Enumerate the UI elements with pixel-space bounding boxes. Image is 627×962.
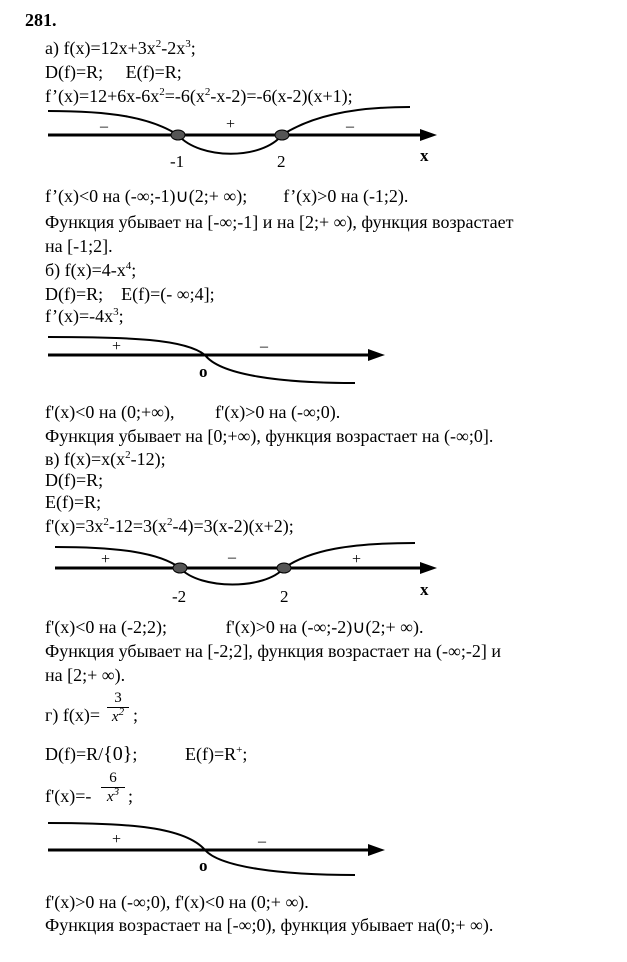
part-d-frac-den-exp: 2 [118, 706, 125, 718]
part-b-sign-2: – [260, 338, 268, 355]
part-d-deriv-label: f'(x)=- [45, 786, 92, 806]
part-a-axis-arrow [420, 129, 437, 141]
part-d-range [185, 744, 247, 764]
part-a-neg-interval: f’(x)<0 на (-∞;-1)∪(2;+ ∞); [45, 186, 248, 206]
part-b-curve-left [48, 337, 205, 355]
part-d-domain-end: ; [132, 744, 138, 764]
part-d-deriv-denominator [101, 786, 125, 805]
part-b-conclusion: Функция убывает на [0;+∞), функция возрастает на (-∞;0]. [45, 426, 494, 446]
part-d-origin-label: o [199, 856, 208, 875]
part-b-func-end: ; [131, 260, 137, 280]
part-a-conclusion-1: Функция убывает на [-∞;-1] и на [2;+ ∞), функция возрастает [45, 212, 514, 232]
part-b-curve-right [205, 355, 355, 383]
part-c-conclusion-1: Функция убывает на [-2;2], функция возрастает на (-∞;-2] и [45, 641, 501, 661]
part-d-conclusion: Функция возрастает на [-∞;0), функция убывает на(0;+ ∞). [45, 915, 494, 935]
part-c-curve-right [284, 543, 415, 568]
part-d-curve-left [48, 823, 205, 850]
part-c-point-label-2: 2 [280, 587, 289, 606]
part-b-neg-interval: f'(x)<0 на (0;+∞), [45, 402, 175, 422]
part-a-conclusion-2: на [-1;2]. [45, 236, 113, 256]
part-a-func-end: ; [190, 38, 196, 58]
part-a-function [45, 38, 196, 58]
part-c-derivative [45, 516, 294, 536]
part-b-domain: D(f)=R; [45, 284, 104, 304]
part-c-point-2 [277, 563, 291, 573]
part-d-range-exp: + [236, 744, 243, 756]
part-d-deriv-den-var: x [106, 789, 114, 805]
part-a-point-label-1: -1 [170, 152, 185, 171]
part-a-deriv-2: =-6(x [164, 86, 205, 106]
part-d-axis-arrow [368, 844, 385, 856]
part-d-frac-numerator: 3 [114, 690, 122, 706]
part-a-sign-1: – [100, 118, 108, 135]
part-c-pos-interval: f'(x)>0 на (-∞;-2)∪(2;+ ∞). [225, 617, 424, 637]
part-d-range-end: ; [242, 744, 248, 764]
part-c-sign-2: – [228, 549, 236, 566]
part-b-deriv-exp: 3 [113, 306, 119, 318]
part-c-deriv-1: f'(x)=3x [45, 516, 104, 536]
part-c-func-end: -12); [130, 449, 166, 469]
part-b-function [45, 260, 136, 280]
part-d-range-text: E(f)=R [185, 744, 237, 764]
part-c-curve-middle [180, 568, 284, 585]
part-d-frac-end: ; [133, 705, 139, 725]
part-b-deriv-text: f’(x)=-4x [45, 306, 114, 326]
part-a-sign-3: – [346, 118, 354, 135]
part-a-axis-label: x [420, 146, 429, 165]
part-d-frac-den-var: x [111, 709, 119, 725]
part-b-sign-diagram [0, 325, 627, 390]
part-b-deriv-end: ; [118, 306, 124, 326]
part-a-point-label-2: 2 [277, 152, 286, 171]
part-a-sign-2: + [226, 116, 236, 133]
part-c-func-exp: 2 [125, 449, 131, 461]
part-b-derivative [45, 306, 124, 326]
part-a-sign-diagram [0, 105, 627, 175]
part-d-deriv-end: ; [128, 786, 134, 806]
part-c-point-label-1: -2 [172, 587, 187, 606]
part-a-func-exp1: 2 [155, 38, 162, 50]
part-c-range: E(f)=R; [45, 492, 102, 512]
part-a-func-text: а) f(x)=12x+3x [45, 38, 156, 58]
part-a-point-1 [171, 130, 185, 140]
part-b-range: E(f)=(- ∞;4]; [121, 284, 215, 304]
part-c-sign-1: + [101, 551, 111, 568]
part-a-domain-range [45, 62, 182, 82]
part-b-func-text: б) f(x)=4-x [45, 260, 126, 280]
part-d-domain [45, 744, 137, 764]
problem-number: 281. [25, 10, 57, 30]
part-a-deriv-exp2: 2 [204, 86, 211, 98]
part-a-func-mid: -2x [161, 38, 186, 58]
part-a-point-2 [275, 130, 289, 140]
part-c-deriv-exp2: 2 [167, 516, 173, 528]
part-c-deriv-2: -12=3(x [108, 516, 168, 536]
part-c-function [45, 449, 166, 469]
part-d-curve-right [205, 850, 355, 875]
part-a-deriv-exp1: 2 [159, 86, 165, 98]
part-c-axis-arrow [420, 562, 437, 574]
part-b-domain-range [45, 284, 215, 304]
part-d-deriv-numerator: 6 [109, 770, 117, 786]
part-c-sign-3: + [352, 551, 362, 568]
part-d-intervals: f'(x)>0 на (-∞;0), f'(x)<0 на (0;+ ∞). [45, 892, 309, 912]
part-a-range: E(f)=R; [125, 62, 182, 82]
part-d-function-label: г) f(x)= [45, 705, 101, 725]
part-d-domain-set: {0} [103, 743, 133, 765]
part-a-curve-left [48, 111, 178, 135]
part-c-point-1 [173, 563, 187, 573]
part-c-curve-left [55, 547, 180, 568]
part-d-fraction [107, 690, 129, 725]
part-d-sign-2: – [258, 833, 266, 850]
part-a-pos-interval: f’(x)>0 на (-1;2). [283, 186, 409, 206]
part-a-func-exp2: 3 [185, 38, 191, 50]
part-a-domain: D(f)=R; [45, 62, 104, 82]
part-b-pos-interval: f'(x)>0 на (-∞;0). [214, 402, 341, 422]
part-d-frac-denominator [107, 706, 129, 725]
part-c-intervals [45, 617, 423, 637]
part-c-conclusion-2: на [2;+ ∞). [45, 665, 126, 685]
part-b-intervals [45, 402, 340, 422]
part-a-derivative [45, 86, 353, 106]
part-c-domain: D(f)=R; [45, 470, 104, 490]
part-d-sign-diagram [0, 815, 627, 880]
part-b-func-exp: 4 [125, 260, 132, 272]
part-c-neg-interval: f'(x)<0 на (-2;2); [45, 617, 167, 637]
part-c-func-text: в) f(x)=x(x [45, 449, 126, 469]
part-a-deriv-3: -x-2)=-6(x-2)(x+1); [210, 86, 353, 106]
part-c-axis-label: x [420, 580, 429, 599]
part-b-origin-label: o [199, 362, 208, 381]
part-a-intervals [45, 186, 408, 206]
part-b-sign-1: + [112, 338, 122, 355]
part-a-curve-middle [178, 135, 282, 154]
part-d-sign-1: + [112, 831, 122, 848]
part-d-deriv-fraction [101, 770, 125, 805]
part-c-deriv-exp1: 2 [103, 516, 109, 528]
part-c-deriv-3: -4)=3(x-2)(x+2); [172, 516, 294, 536]
part-a-deriv-1: f’(x)=12+6x-6x [45, 86, 160, 106]
part-b-axis-arrow [368, 349, 385, 361]
part-d-domain-text: D(f)=R/ [45, 744, 104, 764]
part-c-sign-diagram [0, 535, 627, 610]
part-d-deriv-den-exp: 3 [113, 786, 120, 798]
